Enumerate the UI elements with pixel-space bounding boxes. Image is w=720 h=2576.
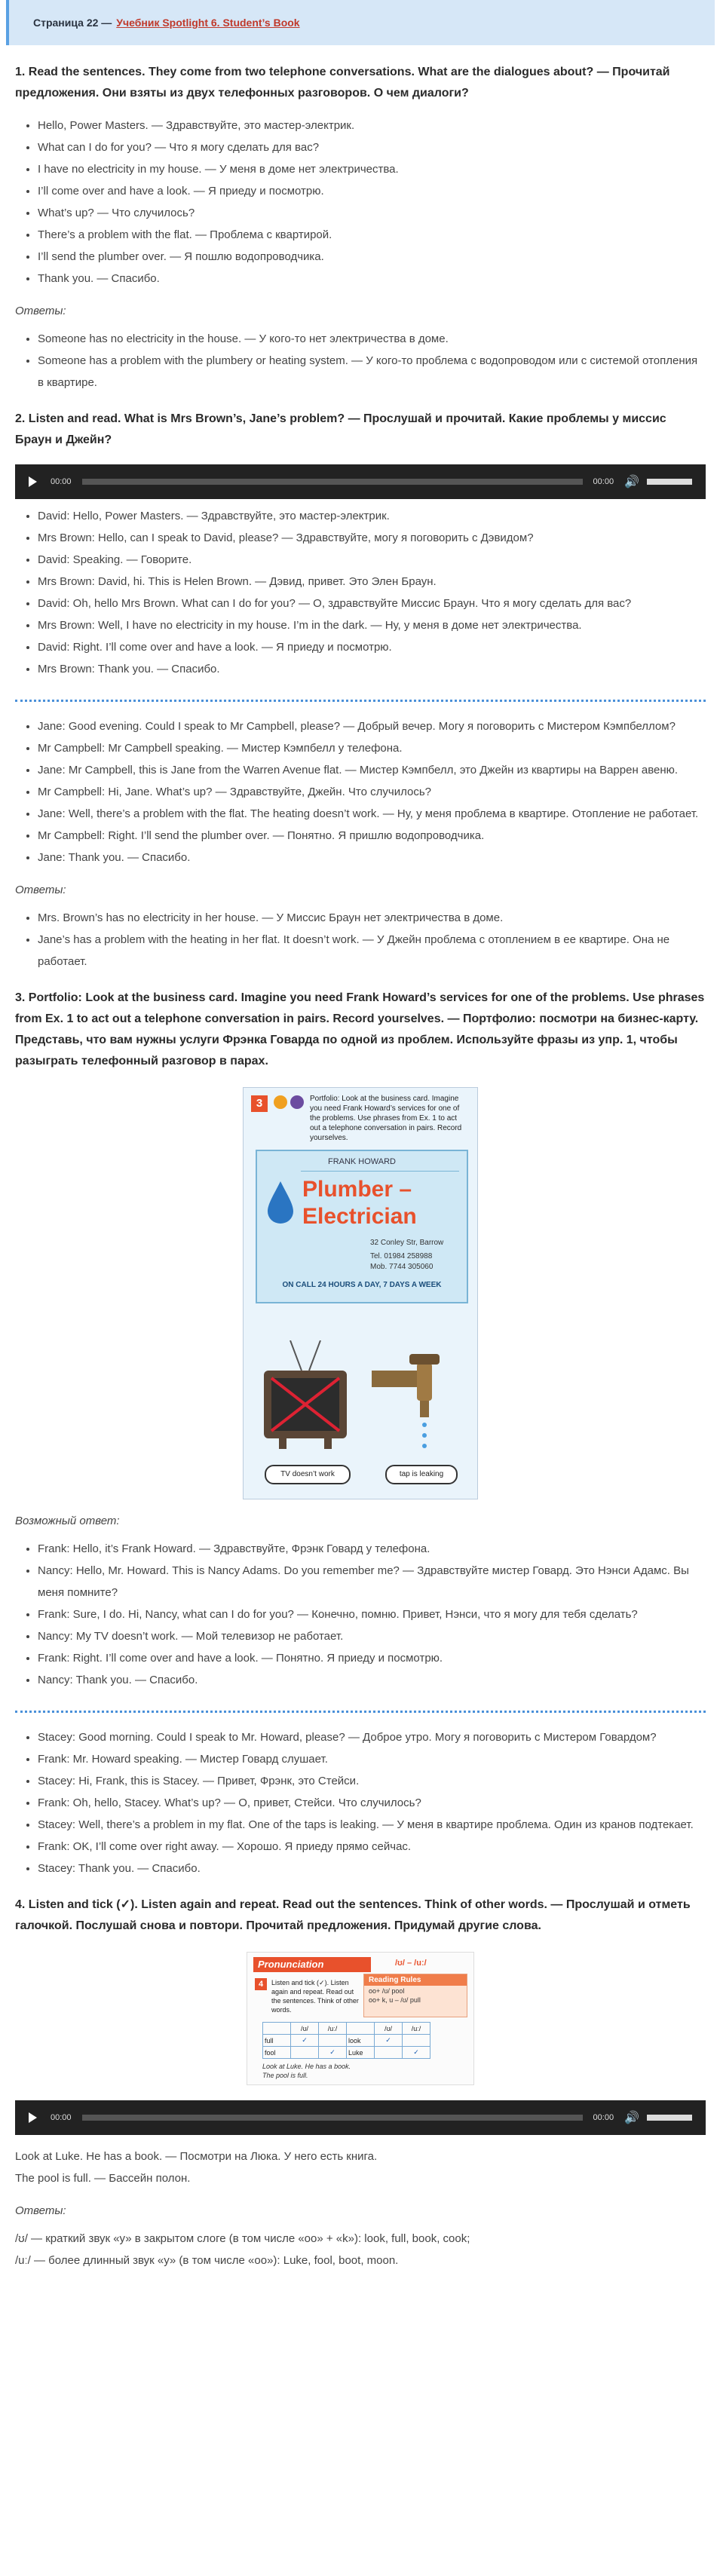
list-item: • Hello, Power Masters. — Здравствуйте, это мастер-электрик. [38, 115, 706, 136]
duration: 00:00 [593, 2113, 614, 2122]
list-item: • Frank: OK, I’ll come over right away. — Хорошо. Я приеду прямо сейчас. [38, 1836, 706, 1858]
task2-dialog2 [15, 715, 706, 868]
list-item: • Stacey: Thank you. — Спасибо. [38, 1858, 706, 1879]
volume-icon[interactable]: 🔊 [624, 2112, 639, 2124]
progress-track[interactable] [82, 479, 583, 485]
list-item: • I’ll come over and have a look. — Я приеду и посмотрю. [38, 180, 706, 202]
pron-sentence1: Look at Luke. He has a book. [262, 2063, 351, 2070]
list-item: • I have no electricity in my house. — У меня в доме нет электричества. [38, 158, 706, 180]
list-item: • Mr Campbell: Right. I’ll send the plumber over. — Понятно. Я пришлю водопроводчика. [38, 825, 706, 847]
list-item: • Mrs Brown: David, hi. This is Helen Brown. — Дэвид, привет. Это Элен Браун. [38, 571, 706, 593]
list-item: • What can I do for you? — Что я могу сделать для вас? [38, 136, 706, 158]
card-rule [301, 1171, 459, 1172]
task2-dialog1 [15, 505, 706, 680]
exercise-number: 4 [255, 1978, 267, 1990]
volume-icon[interactable]: 🔊 [624, 476, 639, 489]
water-drop-icon [268, 1181, 293, 1224]
table-cell [291, 2047, 319, 2059]
col-header: /uː/ [319, 2023, 347, 2035]
play-icon[interactable] [29, 476, 37, 487]
table-cell: ✓ [291, 2035, 319, 2047]
list-item: • Nancy: My TV doesn’t work. — Мой телевизор не работает. [38, 1625, 706, 1647]
volume-slider[interactable] [647, 2115, 692, 2121]
table-cell: ✓ [319, 2047, 347, 2059]
list-item: • Jane: Thank you. — Спасибо. [38, 847, 706, 868]
list-item: • Mrs Brown: Well, I have no electricity in my house. I’m in the dark. — Ну, у меня в доме нет электричества. [38, 614, 706, 636]
business-card [256, 1150, 468, 1303]
volume-slider[interactable] [647, 479, 692, 485]
list-item: • Mr Campbell: Mr Campbell speaking. — Мистер Кэмпбелл у телефона. [38, 737, 706, 759]
pron-heading: Pronunciation [253, 1957, 371, 1972]
task2-answers-label: Ответы: [15, 884, 66, 896]
table-cell: ✓ [375, 2035, 403, 2047]
play-icon[interactable] [29, 2112, 37, 2123]
audio-player [15, 2100, 706, 2135]
rule1: oo+ /ʊ/ pool [369, 1987, 405, 1995]
card-tel: Tel. 01984 258988 [370, 1252, 433, 1260]
task1-answers-label: Ответы: [15, 305, 66, 317]
list-item: • Someone has a problem with the plumbery or heating system. — У кого-то проблема с водопроводом или с системой отопления в квартире. [38, 350, 706, 394]
tap-label: tap is leaking [385, 1465, 458, 1484]
list-item: • Mrs Brown: Thank you. — Спасибо. [38, 658, 706, 680]
list-item: • Frank: Sure, I do. Hi, Nancy, what can I do for you? — Конечно, помню. Привет, Нэнси, что я могу для тебя сделать? [38, 1603, 706, 1625]
list-item: • Someone has no electricity in the house. — У кого-то нет электричества в доме. [38, 328, 706, 350]
text-line: /uː/ — более длинный звук «у» (в том числе «оо»): Luke, fool, boot, moon. [15, 2254, 399, 2267]
table-cell [319, 2035, 347, 2047]
duration: 00:00 [593, 477, 614, 486]
task4-answers-label: Ответы: [15, 2204, 66, 2217]
page-label: Страница 22 — [33, 17, 112, 29]
task2-title: 2. Listen and read. What is Mrs Brown’s, Jane’s problem? — Прослушай и прочитай. Какие проблемы у миссис Браун и Джейн? [15, 412, 666, 446]
col-header: /ʊ/ [375, 2023, 403, 2035]
list-item: • Jane: Mr Campbell, this is Jane from the Warren Avenue flat. — Мистер Кэмпбелл, это Джейн из квартиры на Варрен авеню. [38, 759, 706, 781]
list-item: • Nancy: Hello, Mr. Howard. This is Nancy Adams. Do you remember me? — Здравствуйте мистер Говард. Это Нэнси Адамс. Вы меня помните? [38, 1560, 706, 1603]
table-cell: Luke [347, 2047, 375, 2059]
list-item: • David: Right. I’ll come over and have a look. — Я приеду и посмотрю. [38, 636, 706, 658]
list-item: • There’s a problem with the flat. — Проблема с квартирой. [38, 224, 706, 246]
list-item: • Jane: Well, there’s a problem with the flat. The heating doesn’t work. — Ну, у меня проблема в квартире. Отопление не работает. [38, 803, 706, 825]
list-item: • David: Hello, Power Masters. — Здравствуйте, это мастер-электрик. [38, 505, 706, 527]
card-name: FRANK HOWARD [327, 1157, 397, 1166]
rules-title: Reading Rules [364, 1974, 467, 1986]
table-cell: look [347, 2035, 375, 2047]
list-item: • Stacey: Hi, Frank, this is Stacey. — Привет, Фрэнк, это Стейси. [38, 1770, 706, 1792]
task3-dialog2 [15, 1726, 706, 1879]
text-line: /ʊ/ — краткий звук «у» в закрытом слоге (в том числе «оо» + «k»): look, full, book, cook; [15, 2232, 470, 2245]
pron-table [262, 2022, 430, 2059]
current-time: 00:00 [51, 2113, 72, 2122]
list-item: • David: Speaking. — Говорите. [38, 549, 706, 571]
list-item: • Stacey: Good morning. Could I speak to Mr. Howard, please? — Доброе утро. Могу я поговорить с Мистером Говардом? [38, 1726, 706, 1748]
task1-title: 1. Read the sentences. They come from two telephone conversations. What are the dialogues about? — Прочитай предложения. Они взяты из двух телефонных разговоров. О чем диалоги? [15, 66, 670, 100]
list-item: • What’s up? — Что случилось? [38, 202, 706, 224]
dotted-divider [15, 700, 706, 702]
list-item: • Mr Campbell: Hi, Jane. What’s up? — Здравствуйте, Джейн. Что случилось? [38, 781, 706, 803]
audio-cd-icon [290, 1095, 304, 1109]
reading-rules-box [363, 1974, 467, 2017]
list-item: • Frank: Hello, it’s Frank Howard. — Здравствуйте, Фрэнк Говард у телефона. [38, 1538, 706, 1560]
list-item: • David: Oh, hello Mrs Brown. What can I do for you? — О, здравствуйте Миссис Браун. Что я могу сделать для вас? [38, 593, 706, 614]
pron-sentence2: The pool is full. [262, 2072, 308, 2079]
list-item: • Stacey: Well, there’s a problem in my flat. One of the taps is leaking. — У меня в квартире проблема. Один из кранов подтекает. [38, 1814, 706, 1836]
progress-track[interactable] [82, 2115, 583, 2121]
table-cell: fool [263, 2047, 291, 2059]
audio-player [15, 464, 706, 499]
card-hours: ON CALL 24 HOURS A DAY, 7 DAYS A WEEK [282, 1281, 442, 1289]
table-cell: ✓ [403, 2047, 430, 2059]
task1-answers [15, 328, 706, 394]
list-item: • Mrs Brown: Hello, can I speak to David, please? — Здравствуйте, могу я поговорить с Дэвидом? [38, 527, 706, 549]
leaking-tap-image [372, 1340, 462, 1453]
task1-lines [15, 115, 706, 289]
list-item: • Frank: Oh, hello, Stacey. What’s up? — О, привет, Стейси. Что случилось? [38, 1792, 706, 1814]
text-line: Look at Luke. He has a book. — Посмотри на Люка. У него есть книга. [15, 2150, 378, 2163]
task4-lines [15, 2146, 706, 2189]
card-address: 32 Conley Str, Barrow [370, 1239, 444, 1247]
card-title-line2: Electrician [302, 1204, 417, 1229]
table-cell [403, 2035, 430, 2047]
page-header [6, 0, 715, 45]
pron-instruction: Listen and tick (✓). Listen again and repeat. Read out the sentences. Think of other words. [271, 1979, 359, 2014]
card-instruction: Portfolio: Look at the business card. Imagine you need Frank Howard’s services for one of the problems. Use phrases from Ex. 1 to act out a telephone conversation in pairs. Record yourselves. [310, 1095, 462, 1142]
current-time: 00:00 [51, 477, 72, 486]
task4-title: 4. Listen and tick (✓). Listen again and repeat. Read out the sentences. Think of other words. — Прослушай и отметь галочкой. Послушай снова и повтори. Прочитай предложения. Придумай другие слова. [15, 1898, 691, 1932]
exercise-number: 3 [251, 1095, 268, 1112]
tv-label: TV doesn’t work [265, 1465, 351, 1484]
table-cell [375, 2047, 403, 2059]
book-link[interactable]: Учебник Spotlight 6. Student’s Book [116, 17, 300, 29]
pronunciation-figure [247, 1952, 474, 2085]
list-item: • Frank: Right. I’ll come over and have a look. — Понятно. Я приеду и посмотрю. [38, 1647, 706, 1669]
list-item: • Jane: Good evening. Could I speak to Mr Campbell, please? — Добрый вечер. Могу я поговорить с Мистером Кэмпбеллом? [38, 715, 706, 737]
dotted-divider [15, 1711, 706, 1713]
business-card-figure [243, 1087, 478, 1499]
broken-tv-image [260, 1340, 351, 1453]
col-header: /uː/ [403, 2023, 430, 2035]
portfolio-icon [274, 1095, 287, 1109]
list-item: • Frank: Mr. Howard speaking. — Мистер Говард слушает. [38, 1748, 706, 1770]
pron-symbols: /ʊ/ – /uː/ [395, 1959, 427, 1968]
task4-answers [15, 2228, 706, 2271]
list-item: • Thank you. — Спасибо. [38, 268, 706, 289]
text-line: The pool is full. — Бассейн полон. [15, 2172, 191, 2185]
card-title-line1: Plumber – [302, 1177, 412, 1202]
list-item: • I’ll send the plumber over. — Я пошлю водопроводчика. [38, 246, 706, 268]
task3-dialog1 [15, 1538, 706, 1691]
task2-answers [15, 907, 706, 973]
task3-title: 3. Portfolio: Look at the business card. Imagine you need Frank Howard’s services for one of the problems. Use phrases from Ex. 1 to act out a telephone conversation in pairs. Record yourselves. — Портфолио: посмотри на бизнес-карту. Представь, что вам нужны услуги Фрэнка Говарда по одной из проблем. Используйте фразы из упр. 1, чтобы разыграть телефонный разговор в парах. [15, 991, 705, 1067]
col-header: /ʊ/ [291, 2023, 319, 2035]
list-item: • Jane’s has a problem with the heating in her flat. It doesn’t work. — У Джейн проблема с отоплением в ее квартире. Она не работает. [38, 929, 706, 973]
rule2: oo+ k, u – /ʊ/ pull [369, 1996, 421, 2004]
card-mob: Mob. 7744 305060 [370, 1263, 434, 1271]
page-wrapper [6, 0, 715, 2271]
table-cell: full [263, 2035, 291, 2047]
list-item: • Nancy: Thank you. — Спасибо. [38, 1669, 706, 1691]
list-item: • Mrs. Brown’s has no electricity in her house. — У Миссис Браун нет электричества в доме. [38, 907, 706, 929]
article-content [6, 62, 715, 2271]
task3-answer-label: Возможный ответ: [15, 1515, 120, 1527]
